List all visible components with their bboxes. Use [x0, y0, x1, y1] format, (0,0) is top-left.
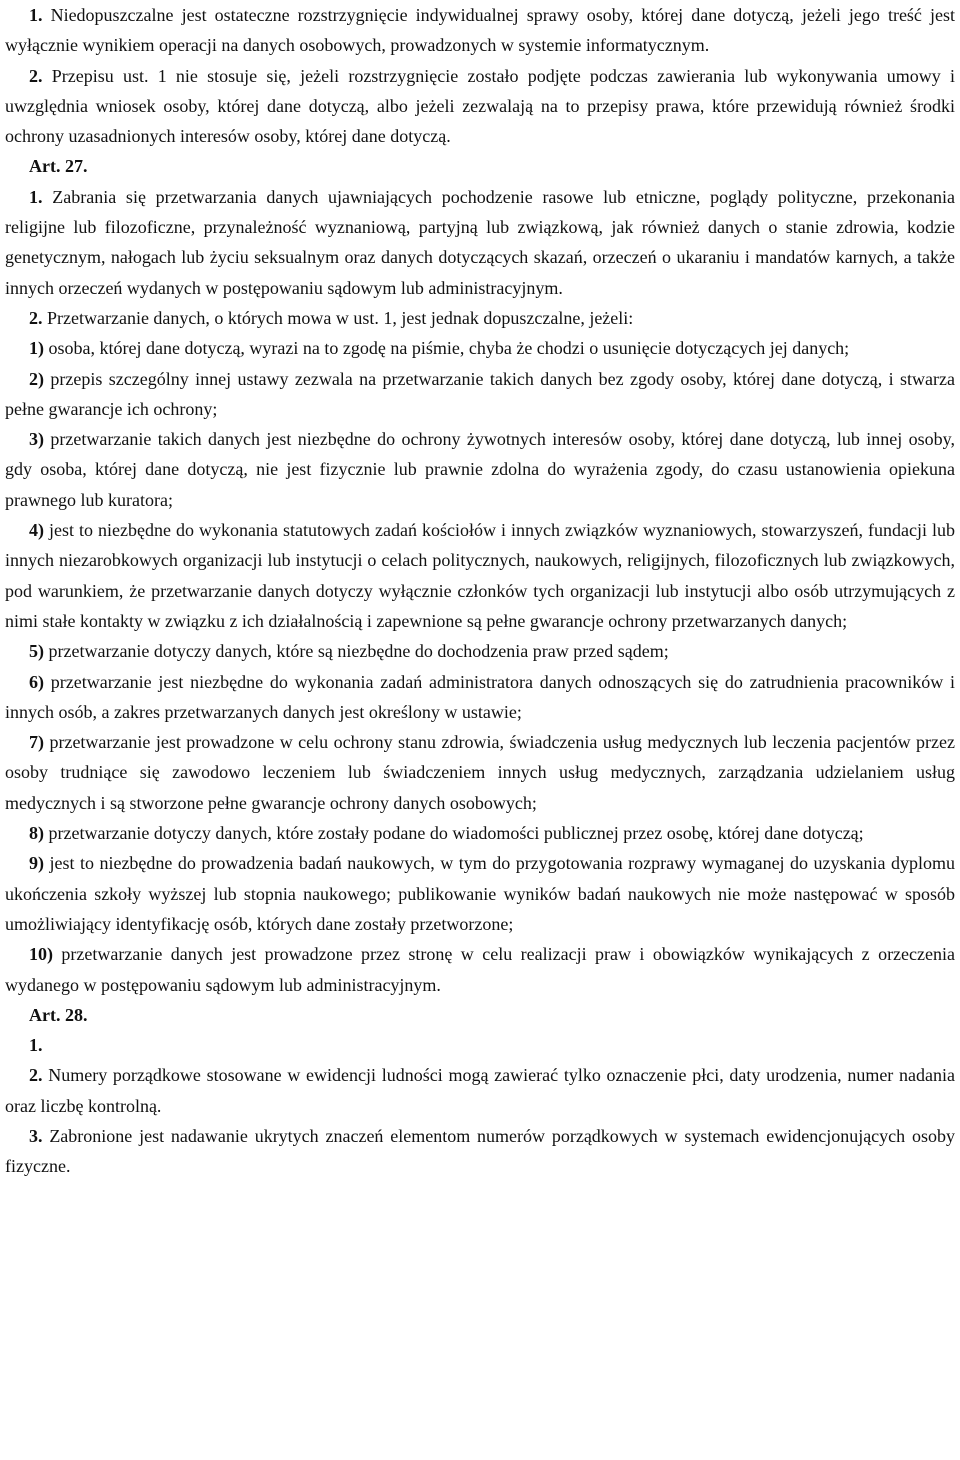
paragraph: [5, 1121, 955, 1182]
paragraph-number: 6): [29, 671, 44, 692]
paragraph-number: 8): [29, 823, 44, 844]
paragraph-number: 2.: [29, 1065, 43, 1086]
paragraph: [5, 727, 955, 818]
paragraph: [5, 61, 955, 152]
paragraph: [5, 182, 955, 303]
paragraph-text: przetwarzanie jest niezbędne do wykonania zadań administratora danych odnoszących się do zatrudnienia pracowników i innych osób, a zakres przetwarzanych danych jest określony w ustawie;: [5, 671, 955, 722]
paragraph-text: przetwarzanie takich danych jest niezbędne do ochrony żywotnych interesów osoby, której dane dotyczą, lub innej osoby, gdy osoba, której dane dotyczą, nie jest fizycznie lub prawnie zdolna do wyrażenia zgody, do czasu ustanowienia opiekuna prawnego lub kuratora;: [5, 429, 955, 510]
paragraph-text: Zabrania się przetwarzania danych ujawniających pochodzenie rasowe lub etniczne, poglądy polityczne, przekonania religijne lub filozoficzne, przynależność wyznaniową, partyjną lub związkową, jak również danych o stanie zdrowia, kodzie genetycznym, nałogach lub życiu seksualnym oraz danych dotyczących skazań, orzeczeń o ukaraniu i mandatów karnych, a także innych orzeczeń wydanych w postępowaniu sądowym lub administracyjnym.: [5, 186, 955, 298]
paragraph-text: przepis szczególny innej ustawy zezwala na przetwarzanie takich danych bez zgody osoby, której dane dotyczą, i stwarza pełne gwarancje ich ochrony;: [5, 368, 955, 419]
paragraph-number: 2.: [29, 65, 43, 86]
paragraph-text: przetwarzanie jest prowadzone w celu ochrony stanu zdrowia, świadczenia usług medycznych lub leczenia pacjentów przez osoby trudniące się zawodowo leczeniem lub świadczeniem innych usług medycznych, zarządzania udzielaniem usług medycznych i są stworzone pełne gwarancje ochrony danych osobowych;: [5, 732, 955, 813]
paragraph: [5, 333, 955, 363]
paragraph-text: Numery porządkowe stosowane w ewidencji ludności mogą zawierać tylko oznaczenie płci, daty urodzenia, numer nadania oraz liczbę kontrolną.: [5, 1065, 955, 1116]
paragraph-number: 5): [29, 641, 44, 662]
paragraph: [5, 939, 955, 1000]
paragraph-text: jest to niezbędne do prowadzenia badań naukowych, w tym do przygotowania rozprawy wymaganej do uzyskania dyplomu ukończenia szkoły wyższej lub stopnia naukowego; publikowanie wyników badań naukowych nie może następować w sposób umożliwiający identyfikację osób, których dane zostały przetworzone;: [5, 853, 955, 934]
paragraph-number: 1.: [29, 186, 43, 207]
paragraph: [5, 0, 955, 61]
paragraph: [5, 818, 955, 848]
paragraph: [5, 1060, 955, 1121]
article-heading: Art. 27.: [29, 156, 88, 177]
paragraph-number: 7): [29, 732, 44, 753]
paragraph: [5, 1030, 955, 1060]
document-page: [5, 0, 955, 1182]
paragraph: [5, 636, 955, 666]
paragraph-text: Niedopuszczalne jest ostateczne rozstrzygnięcie indywidualnej sprawy osoby, której dane dotyczą, jeżeli jego treść jest wyłącznie wynikiem operacji na danych osobowych, prowadzonych w systemie informatycznym.: [5, 5, 955, 56]
paragraph-text: osoba, której dane dotyczą, wyrazi na to zgodę na piśmie, chyba że chodzi o usunięcie dotyczących jej danych;: [44, 338, 850, 359]
paragraph-text: przetwarzanie dotyczy danych, które zostały podane do wiadomości publicznej przez osobę, której dane dotyczą;: [44, 823, 864, 844]
paragraph-text: Przetwarzanie danych, o których mowa w ust. 1, jest jednak dopuszczalne, jeżeli:: [42, 307, 634, 328]
paragraph-text: przetwarzanie dotyczy danych, które są niezbędne do dochodzenia praw przed sądem;: [44, 641, 669, 662]
paragraph: [5, 303, 955, 333]
paragraph-number: 1.: [29, 1035, 43, 1056]
paragraph-number: 4): [29, 520, 44, 541]
paragraph-number: 2): [29, 368, 44, 389]
paragraph-number: 3.: [29, 1125, 43, 1146]
paragraph-number: 9): [29, 853, 44, 874]
paragraph-number: 3): [29, 429, 44, 450]
paragraph-text: Zabronione jest nadawanie ukrytych znaczeń elementom numerów porządkowych w systemach ewidencjonujących osoby fizyczne.: [5, 1125, 955, 1177]
article-heading: Art. 28.: [29, 1004, 88, 1025]
paragraph-number: 10): [29, 944, 53, 965]
paragraph-number: 2.: [29, 307, 43, 328]
paragraph: [5, 364, 955, 425]
paragraph-number: 1.: [29, 5, 43, 25]
paragraph-text: Przepisu ust. 1 nie stosuje się, jeżeli rozstrzygnięcie zostało podjęte podczas zawierania lub wykonywania umowy i uwzględnia wniosek osoby, której dane dotyczą, albo jeżeli zezwalają na to przepisy prawa, które przewidują również środki ochrony uzasadnionych interesów osoby, której dane dotyczą.: [5, 65, 955, 147]
paragraph: [5, 515, 955, 636]
paragraph-text: przetwarzanie danych jest prowadzone przez stronę w celu realizacji praw i obowiązków wynikających z orzeczenia wydanego w postępowaniu sądowym lub administracyjnym.: [5, 944, 955, 995]
paragraph: [5, 848, 955, 939]
paragraph-text: jest to niezbędne do wykonania statutowych zadań kościołów i innych związków wyznaniowych, stowarzyszeń, fundacji lub innych niezarobkowych organizacji lub instytucji o celach politycznych, naukowych, religijnych, filozoficznych lub związkowych, pod warunkiem, że przetwarzanie danych dotyczy wyłącznie członków tych organizacji lub instytucji albo osób utrzymujących z nimi stałe kontakty w związku z ich działalnością i zapewnione są pełne gwarancje ochrony przetwarzanych danych;: [5, 520, 955, 631]
paragraph: [5, 424, 955, 515]
paragraph-number: 1): [29, 338, 44, 359]
paragraph: [5, 667, 955, 728]
